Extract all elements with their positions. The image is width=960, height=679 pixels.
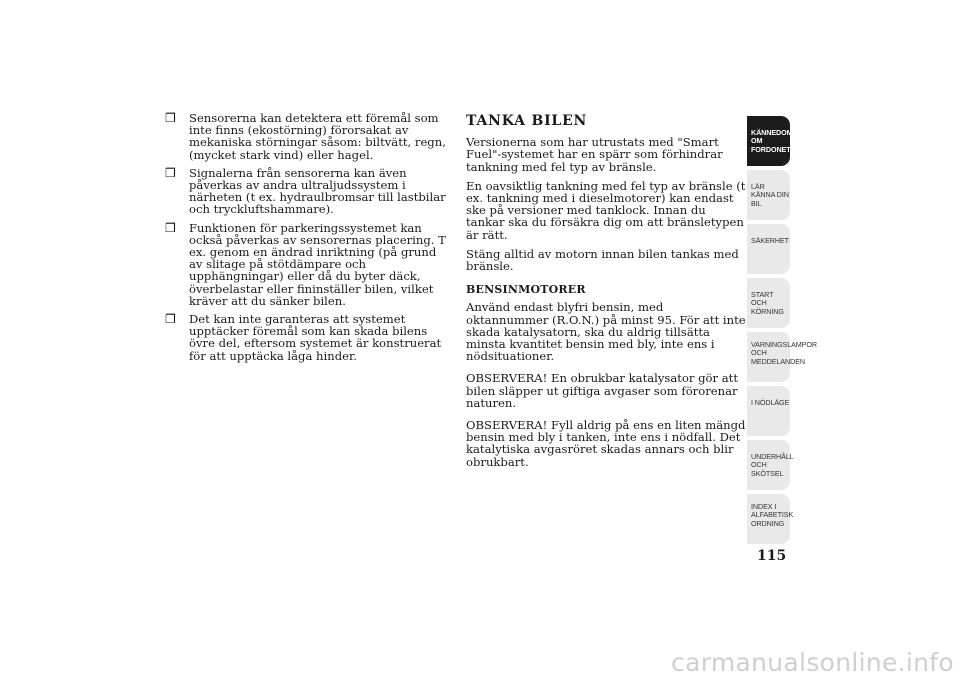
tab-index[interactable] [747,494,794,544]
tab-kannedom-om-fordonet[interactable] [747,116,793,166]
warning-paragraph: OBSERVERA! Fyll aldrig på ens en liten mängd bensin med bly i tanken, inte ens i nödfall. Det katalytiska avgasröret skadas annars och blir obrukbart. [466,418,746,469]
tab-label: I NÖDLÄGE [751,398,790,407]
paragraph: En oavsiktlig tankning med fel typ av bränsle (t ex. tankning med i dieselmotorer) kan endast ske på versioner med tanklock. Innan du tankar ska du försäkra dig om att bränsletypen är rätt. [466,178,746,242]
bullet-text: Funktionen för parkeringssystemet kan också påverkas av sensorernas placering. T ex. genom en ändrad inriktning (på grund av slitage på stötdämpare och upphängningar) eller då du byter däck, överbelastar eller fininställer bilen, vilket kräver att du sänker bilen. [189,220,446,308]
tab-sakerhet[interactable] [747,224,790,274]
paragraph: Använd endast blyfri bensin, med oktannummer (R.O.N.) på minst 95. För att inte skada katalysatorn, ska du aldrig tillsätta minsta kvantitet bensin med bly, inte ens i nödsituationer. [466,300,746,364]
checkbox-bullet-icon: ❒ [165,220,176,235]
tab-underhall-och-skotsel[interactable] [747,440,794,490]
bullet-text: Signalerna från sensorerna kan även påverkas av andra ultraljudssystem i närheten (t ex. hydraulbromsar till lastbilar och tryckluftshammare). [189,165,446,217]
section-title: TANKA BILEN [466,113,588,129]
tab-i-nodlage[interactable] [747,386,790,436]
tab-label: VARNINGSLAMPOR OCH MEDDELANDEN [751,340,817,366]
checkbox-bullet-icon: ❒ [165,165,176,180]
tab-label: START OCH KÖRNING [751,290,784,316]
checkbox-bullet-icon: ❒ [165,312,176,327]
tab-label: SÄKERHET [751,236,789,245]
bullet-text: Sensorerna kan detektera ett föremål som inte finns (ekostörning) förorsakat av mekaniska störningar såsom: biltvätt, regn, (mycket stark vind) eller hagel. [189,111,446,162]
tab-lar-kanna-din-bil[interactable] [747,170,790,220]
checkbox-bullet-icon: ❒ [165,111,176,125]
paragraph: Versionerna som har utrustats med "Smart Fuel"-systemet har en spärr som förhindrar tankning med fel typ av bränsle. [466,135,723,174]
bullet-item [165,222,447,307]
paragraph: Stäng alltid av motorn innan bilen tankas med bränsle. [466,246,739,274]
watermark-text: carmanualsonline.info [671,648,954,677]
bullet-item [165,313,447,362]
tab-label: INDEX I ALFABETISK ORDNING [751,502,794,528]
warning-paragraph: OBSERVERA! En obrukbar katalysator gör att bilen släpper ut giftiga avgaser som förorenar naturen. [466,371,738,410]
tab-start-och-korning[interactable] [747,278,790,328]
right-column [466,112,746,475]
tab-label: LÄR KÄNNA DIN BIL [751,182,789,208]
bullet-item [165,167,447,216]
tab-varningslampor[interactable] [747,332,817,382]
tab-label: UNDERHÅLL OCH SKÖTSEL [751,452,794,478]
bullet-text: Det kan inte garanteras att systemet upptäcker föremål som kan skada bilens övre del, eftersom systemet är konstruerat för att upptäcka låga hinder. [189,312,442,363]
bullet-item [165,112,447,161]
tab-label: KÄNNEDOM OM FORDONET [751,128,793,154]
page-number: 115 [757,548,787,564]
left-column [165,112,447,368]
subheading: BENSINMOTORER [466,283,586,297]
